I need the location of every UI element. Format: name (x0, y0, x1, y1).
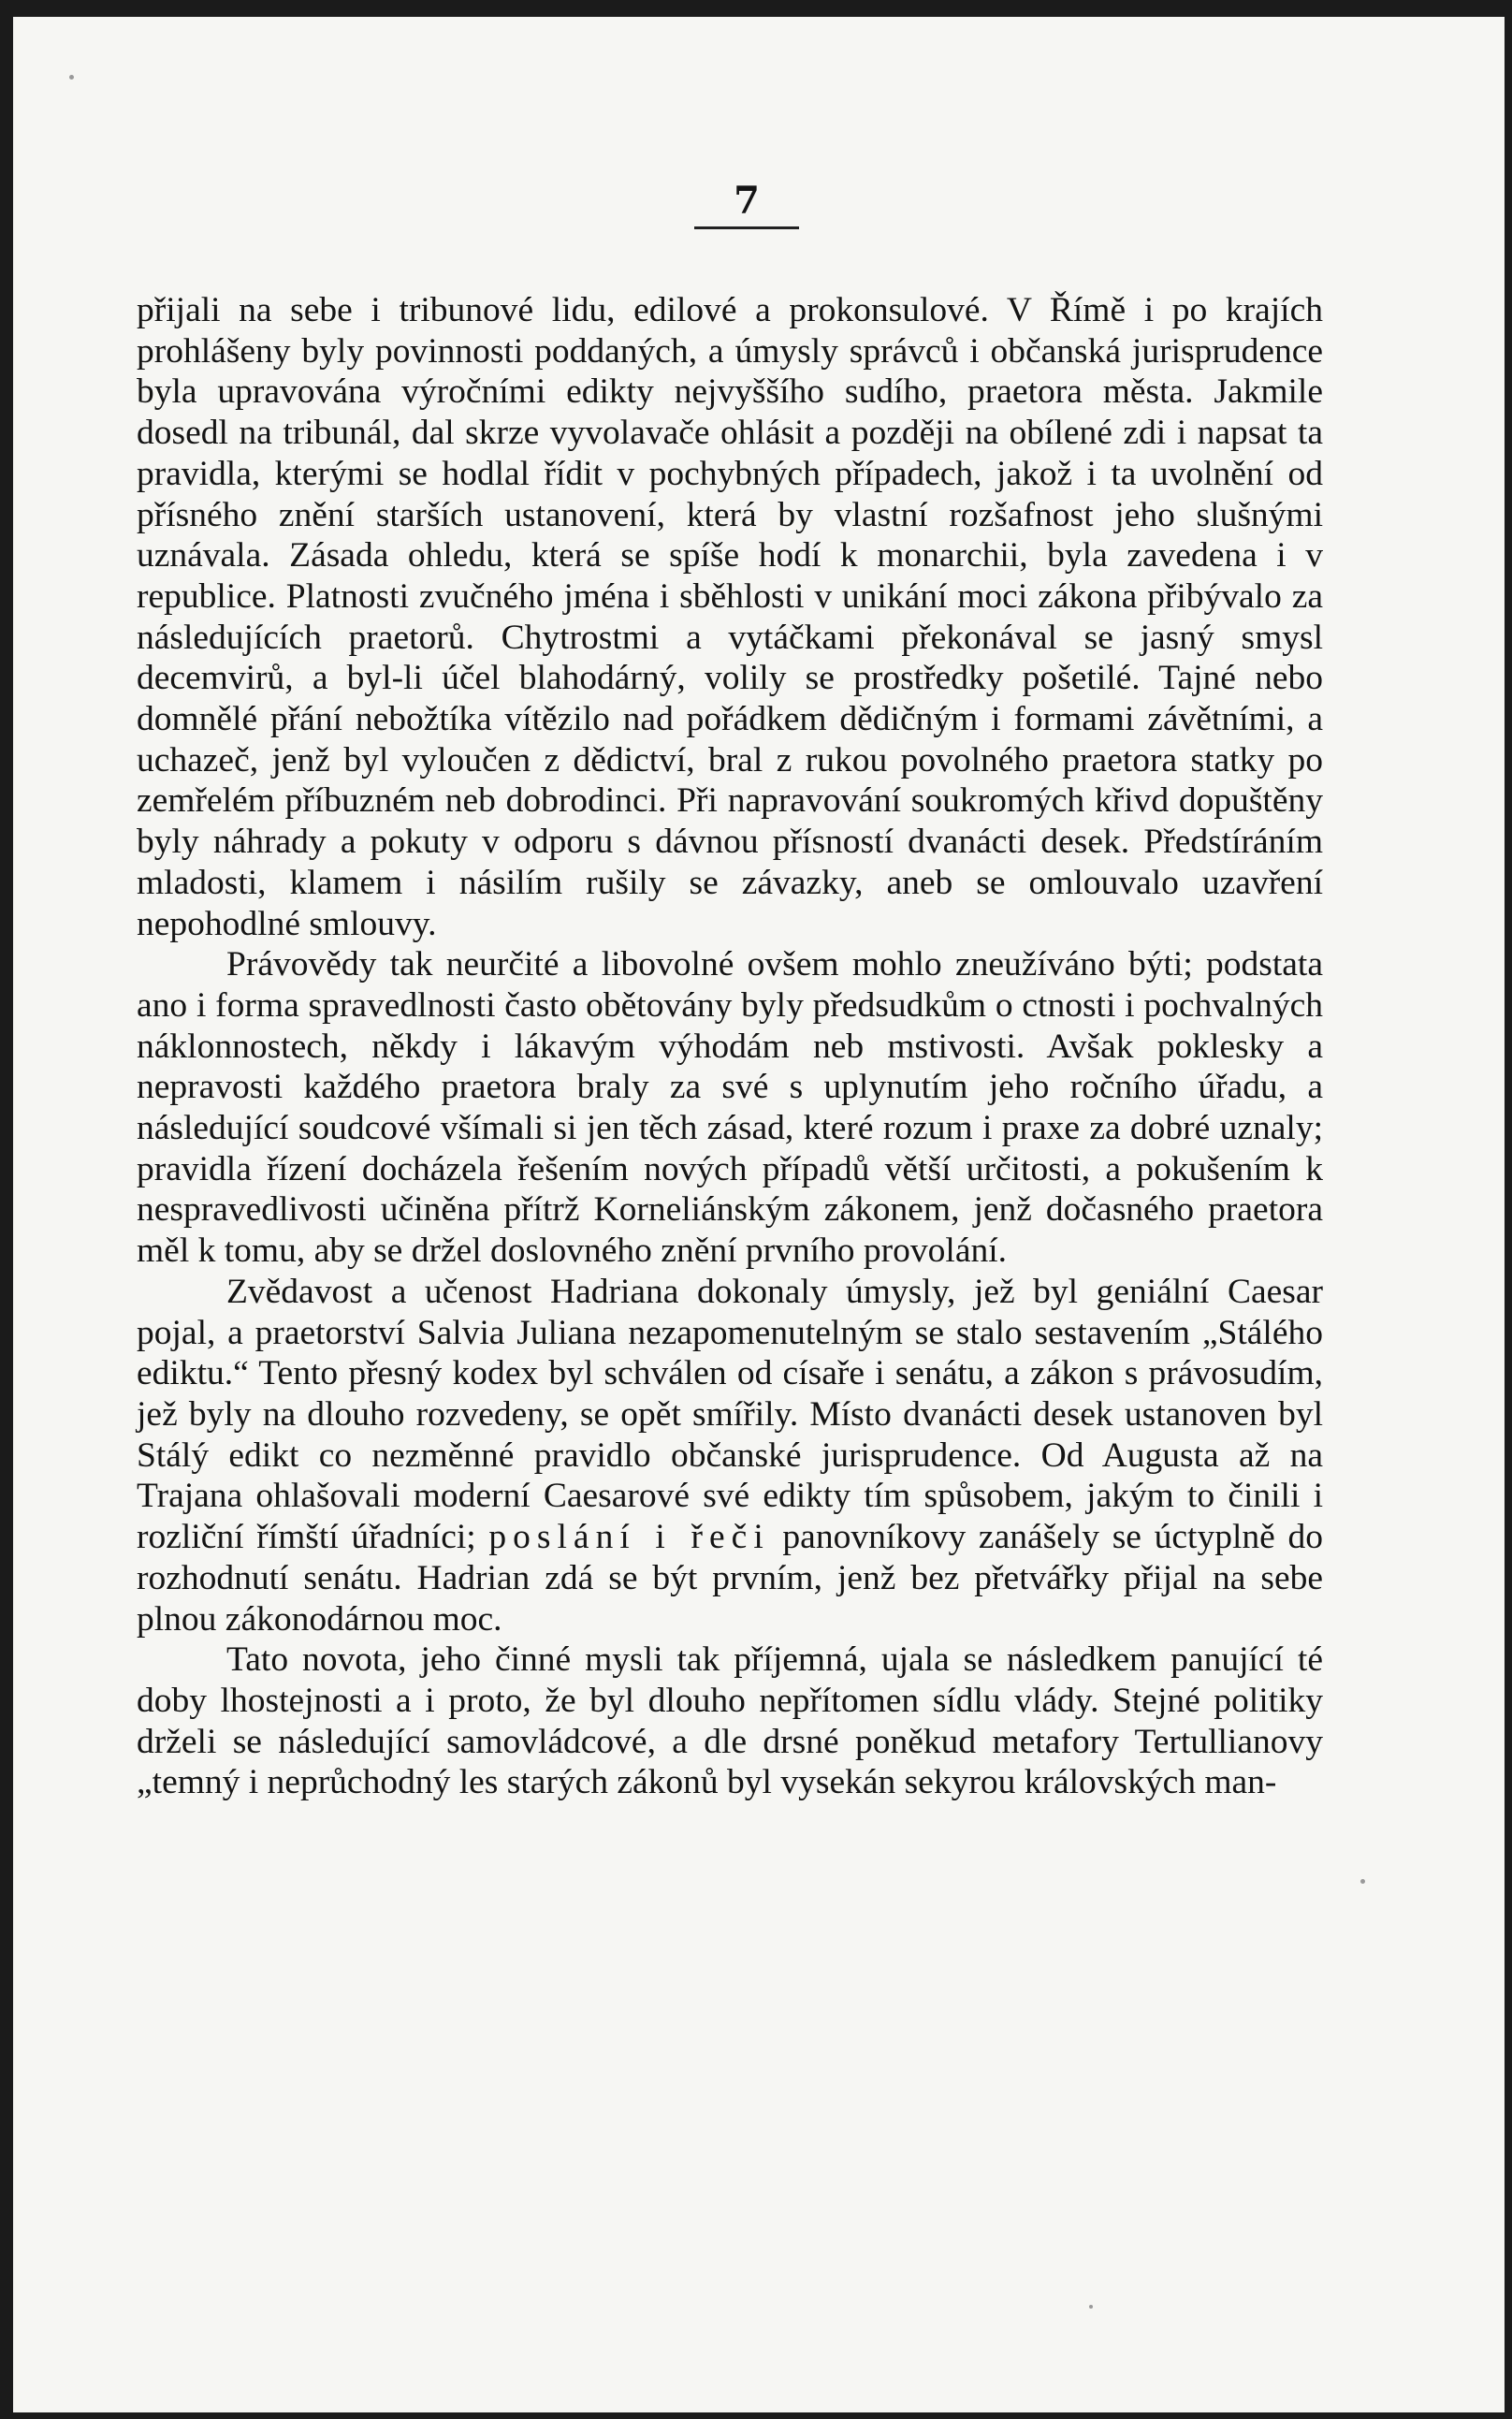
paragraph-3-part-1: Zvědavost a učenost Hadriana dokonaly úmysly, jež byl geniální Caesar pojal, a praetorství Salvia Juliana nezapomenutelným se stalo sestavením „Stálého ediktu.“ Tento přesný kodex byl schválen od císaře i senátu, a zákon s právosudím, jež byly na dlouho rozvedeny, se opět smířily. Místo dvanácti desek ustanoven byl Stálý edikt co nezměnné pravidlo občanské jurisprudence. Od Augusta až na Trajana ohlašovali moderní Caesarové své edikty tím spůsobem, jakým to činili i rozliční římští úřadníci; (137, 1272, 1323, 1557)
paragraph-3-part-2: panovníkovy zanášely se úctyplně do rozhodnutí senátu. Hadrian zdá se být prvním, jenž bez přetvářky přijal na sebe plnou zákonodárnou moc. (137, 1518, 1323, 1639)
paper-speck (69, 75, 74, 80)
book-page (13, 17, 1505, 2412)
paper-speck (1360, 1879, 1365, 1884)
page-number-rule (694, 226, 799, 229)
paragraph-1: přijali na sebe i tribunové lidu, edilové a prokonsulové. V Římě i po krajích prohlášeny byly povinnosti poddaných, a úmysly správců i občanská jurisprudence byla upravována výročními edikty nejvyššího sudího, praetora města. Jakmile dosedl na tribunál, dal skrze vyvolavače ohlásit a později na obílené zdi i napsat ta pravidla, kterými se hodlal řídit v pochybných případech, jakož i ta uvolnění od přísného znění starších ustanovení, která by vlastní rozšafnost jeho slušnými uznávala. Zásada ohledu, která se spíše hodí k monarchii, byla zavedena i v republice. Platnosti zvučného jména i sběhlosti v unikání moci zákona přibývalo za následujících praetorů. Chytrostmi a vytáčkami překonával se jasný smysl decemvirů, a byl-li účel blahodárný, volily se prostředky pošetilé. Tajné nebo domnělé přání nebožtíka vítězilo nad pořádkem dědičným i formami závětními, a uchazeč, jenž byl vyloučen z dědictví, bral z rukou povolného praetora statky po zemřelém příbuzném neb dobrodinci. Při napravování soukromých křivd dopuštěny byly náhrady a pokuty v odporu s dávnou přísností dvanácti desek. Předstíráním mladosti, klamem i násilím rušily se závazky, aneb se omlouvalo uzavření nepohodlné smlouvy. (137, 291, 1323, 943)
paragraph-2: Právovědy tak neurčité a libovolné ovšem mohlo zneužíváno býti; podstata ano i forma spravedlnosti často obětovány byly předsudkům o ctnosti i pochvalných náklonnostech, někdy i lákavým výhodám neb mstivosti. Avšak poklesky a nepravosti každého praetora braly za své s uplynutím jeho ročního úřadu, a následující soudcové všímali si jen těch zásad, které rozum i praxe za dobré uznaly; pravidla řízení docházela řešením nových případů větší určitosti, a pokušením k nespravedlivosti učiněna přítrž Korneliánským zákonem, jenž dočasného praetora měl k tomu, aby se držel doslovného znění prvního provolání. (137, 945, 1323, 1271)
page-number: 7 (734, 179, 760, 223)
paragraph-3 (137, 1272, 1323, 1639)
paragraph-4: Tato novota, jeho činné mysli tak příjemná, ujala se následkem panující té doby lhostejnosti a i proto, že byl dlouho nepřítomen sídlu vlády. Stejné politiky drželi se následující samovládcové, a dle drsné poněkud metafory Tertullianovy „temný i neprůchodný les starých zákonů byl vysekán sekyrou královských man- (137, 1640, 1323, 1802)
body-text (137, 290, 1323, 1803)
paper-speck (1089, 2305, 1093, 2309)
paragraph-3-spaced-emphasis: poslání i řeči (488, 1518, 770, 1557)
